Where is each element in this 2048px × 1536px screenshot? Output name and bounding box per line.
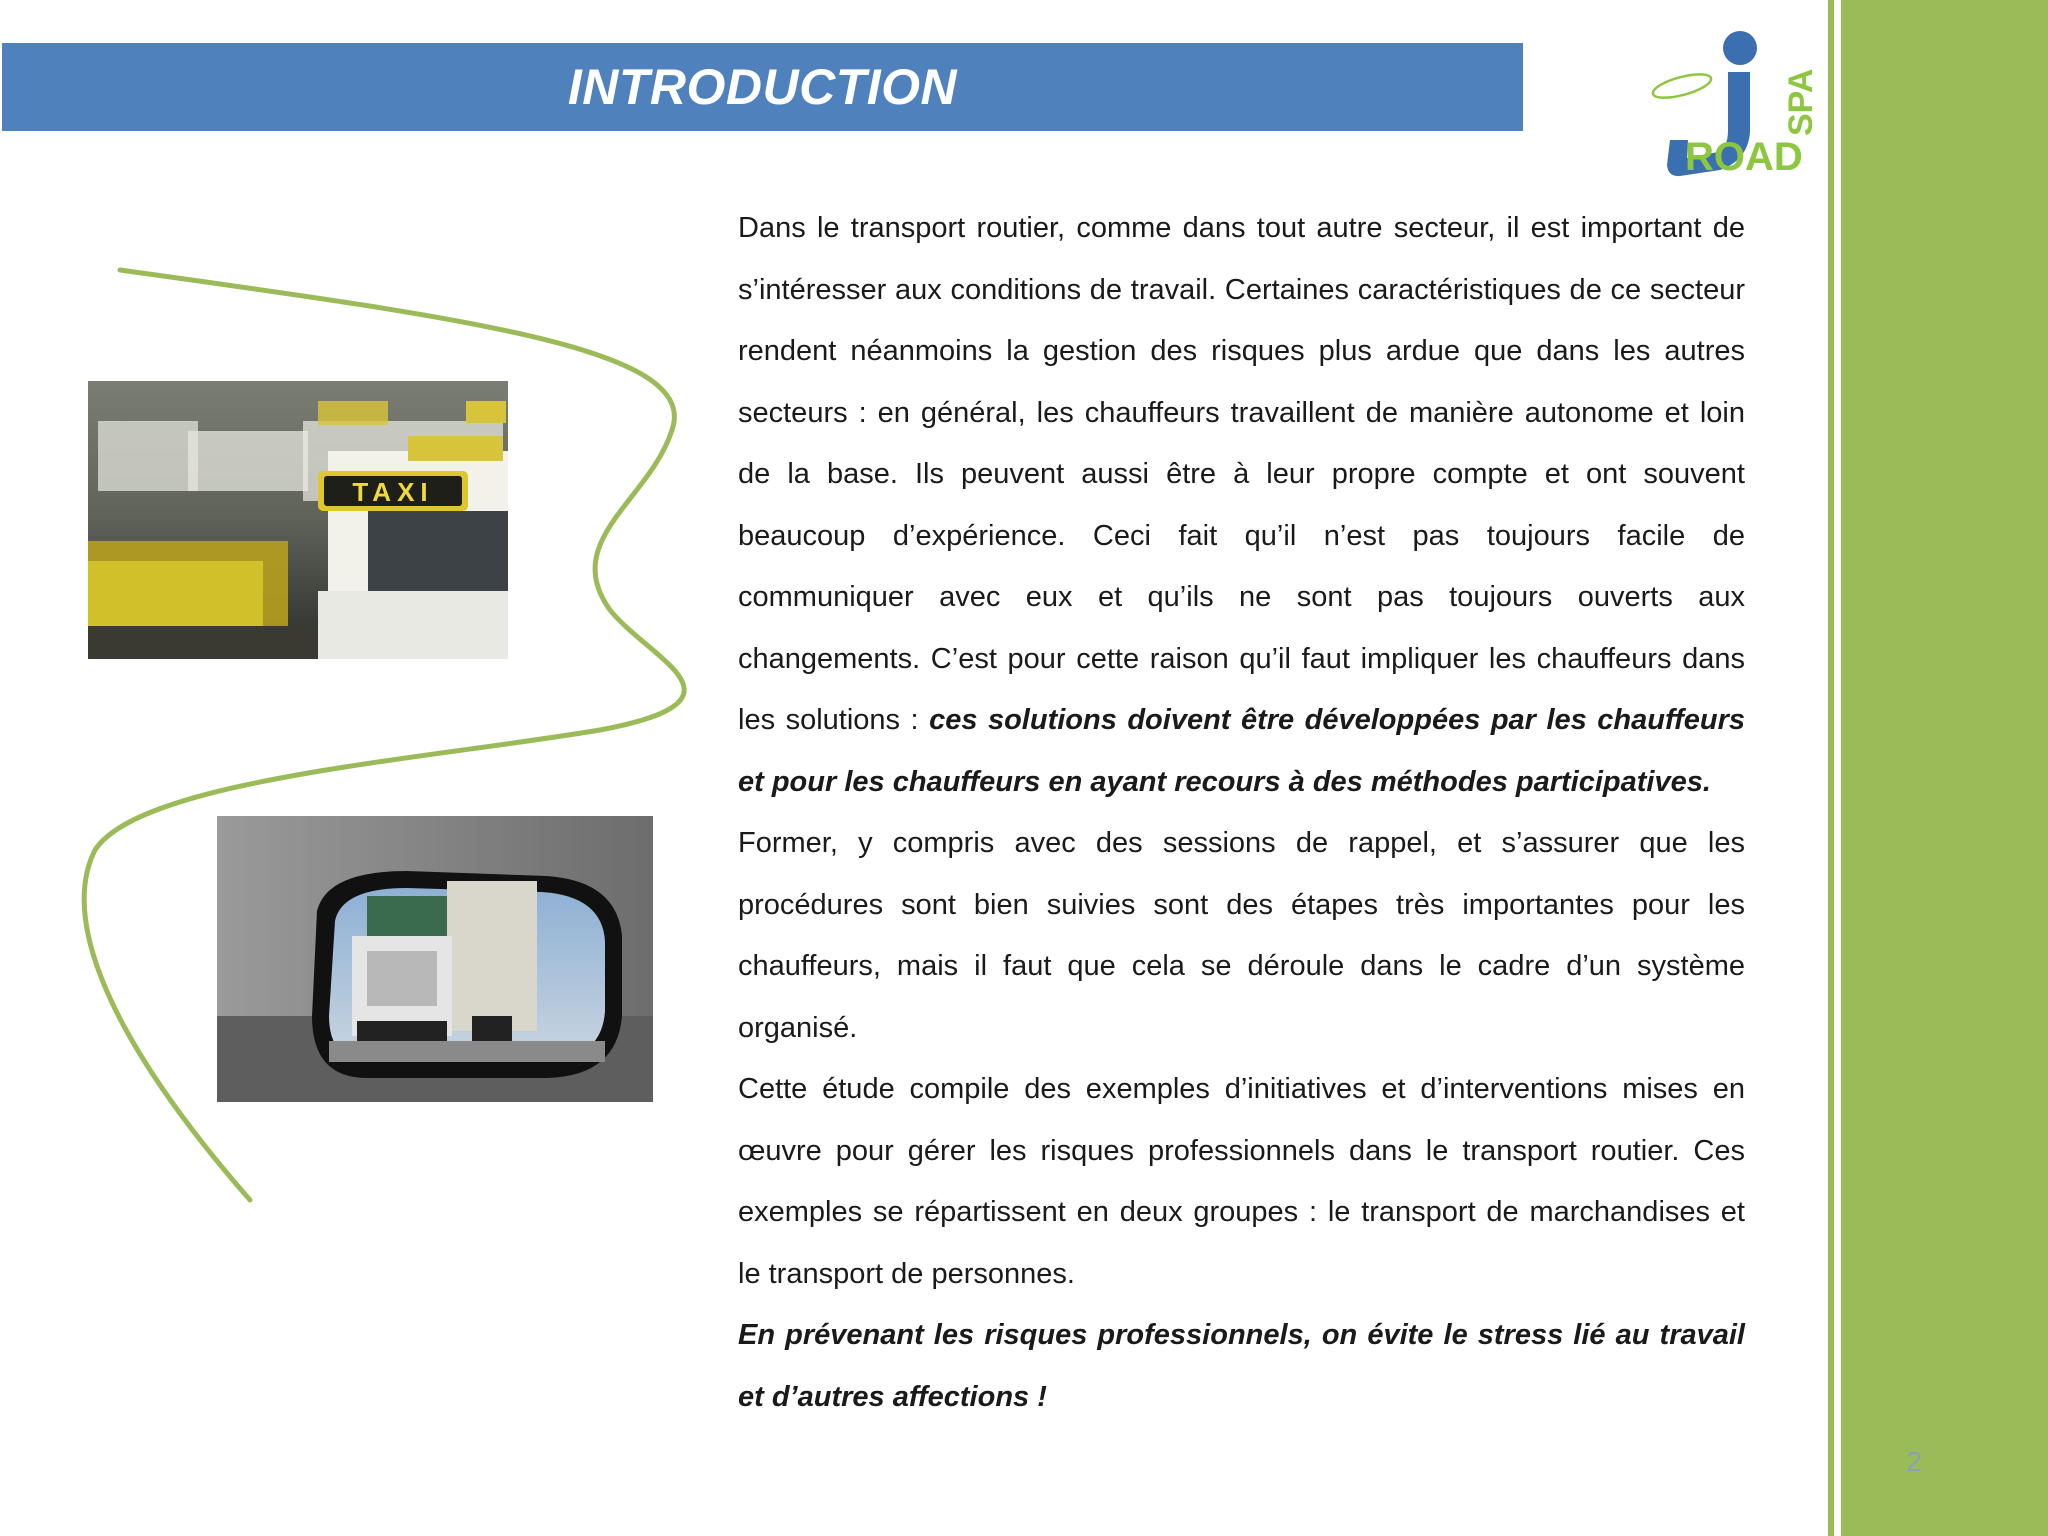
body-text — [738, 198, 1745, 1428]
taxi-image — [88, 381, 508, 659]
page-number: 2 — [1906, 1446, 1922, 1477]
paragraph-4-conclusion: En prévenant les risques professionnels, on évite le stress lié au travail et d’autres affections ! — [738, 1319, 1745, 1413]
title-bar — [2, 43, 1523, 131]
taxi-sign-text: TAXI — [352, 477, 434, 507]
side-divider-line — [1828, 0, 1834, 1536]
paragraph-1-emphasis: ces solutions doivent être développées par les chauffeurs et pour les chauffeurs en ayant recours à des méthodes participatives. — [738, 704, 1745, 798]
paragraph-1 — [738, 198, 1745, 813]
truck-mirror-image — [217, 816, 653, 1102]
road-spa-logo — [1640, 20, 1820, 185]
truck-mirror-photo — [217, 816, 653, 1102]
logo-graphic — [1640, 20, 1820, 185]
paragraph-2: Former, y compris avec des sessions de rappel, et s’assurer que les procédures sont bien suivies sont des étapes très importantes pour les chauffeurs, mais il faut que cela se déroule dans le cadre d’un système organisé. — [738, 827, 1745, 1044]
logo-road-text: ROAD — [1685, 135, 1803, 179]
side-green-band — [1841, 0, 2048, 1536]
paragraph-1-text: Dans le transport routier, comme dans tout autre secteur, il est important de s’intéresser aux conditions de travail. Certaines caractéristiques de ce secteur rendent néanmoins la gestion des risques plus ardue que dans les autres secteurs : en général, les chauffeurs travaillent de manière autonome et loin de la base. Ils peuvent aussi être à leur propre compte et ont souvent beaucoup d’expérience. Ceci fait qu’il n’est pas toujours facile de communiquer avec eux et qu’ils ne sont pas toujours ouverts aux changements. C’est pour cette raison qu’il faut impliquer les chauffeurs dans les solutions : — [738, 212, 1745, 736]
paragraph-3: Cette étude compile des exemples d’initiatives et d’interventions mises en œuvre pour gérer les risques professionnels dans le transport routier. Ces exemples se répartissent en deux groupes : le transport de marchandises et le transport de personnes. — [738, 1073, 1745, 1290]
page-title: INTRODUCTION — [567, 59, 958, 115]
taxi-photo — [88, 381, 508, 659]
logo-spa-text: SPA — [1782, 68, 1820, 136]
